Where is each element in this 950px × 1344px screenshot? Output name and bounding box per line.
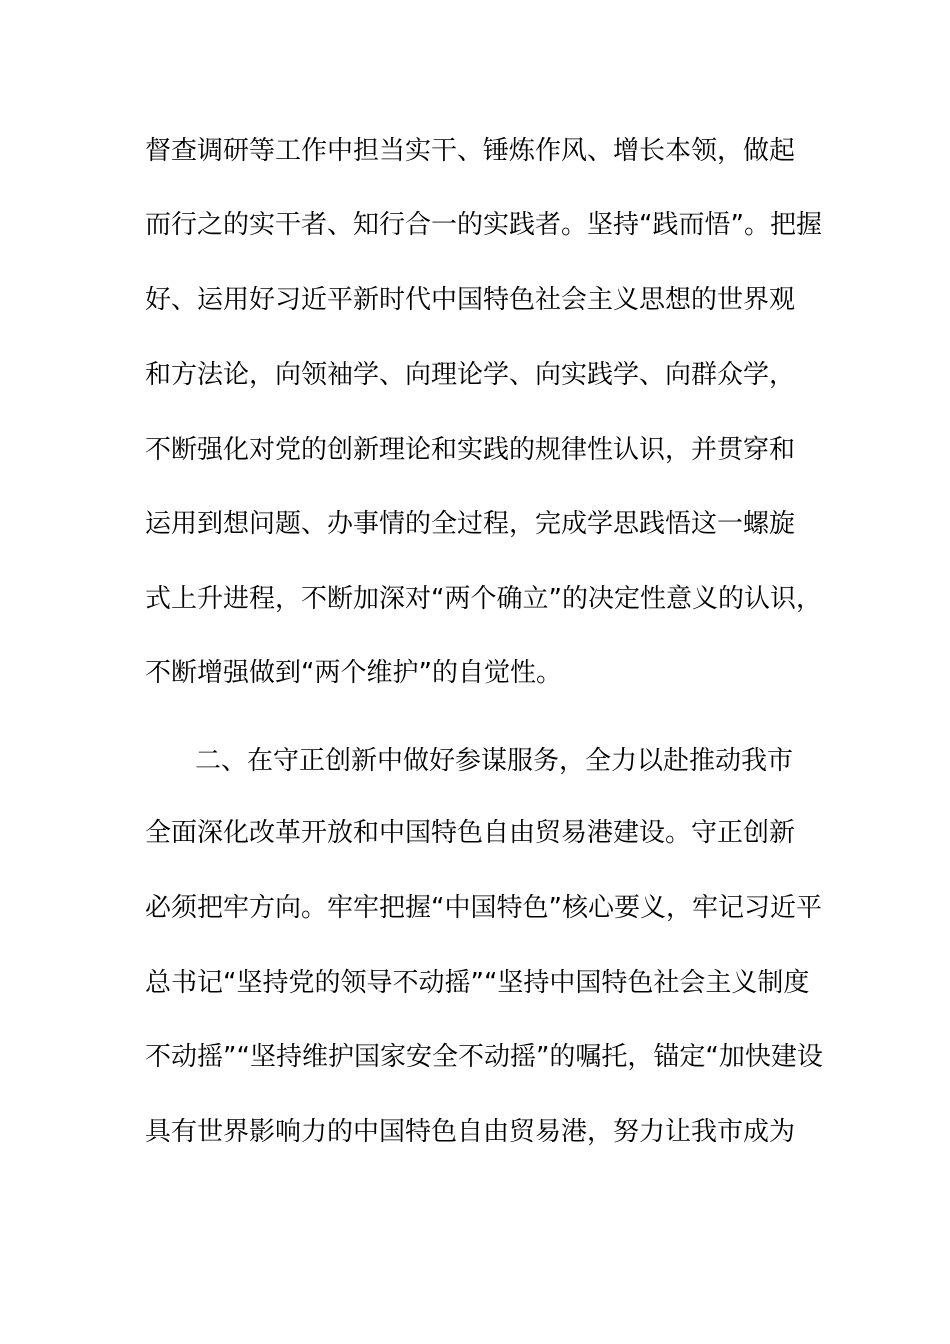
paragraph-line: 不断增强做到“两个维护”的自觉性。: [145, 658, 562, 688]
paragraph-line: 总书记“坚持党的领导不动摇”“坚持中国特色社会主义制度: [145, 968, 810, 998]
paragraph-line: 具有世界影响力的中国特色自由贸易港，努力让我市成为: [145, 1117, 796, 1147]
paragraph-line: 全面深化改革开放和中国特色自由贸易港建设。守正创新: [145, 818, 796, 848]
paragraph-line: 必须把牢方向。牢牢把握“中国特色”核心要义，牢记习近平: [145, 893, 822, 923]
paragraph-line: 运用到想问题、办事情的全过程，完成学思践悟这一螺旋: [145, 509, 796, 539]
paragraph-line: 不断强化对党的创新理论和实践的规律性认识，并贯穿和: [145, 435, 796, 465]
paragraph-line: 不动摇”“坚持维护国家安全不动摇”的嘱托，锚定“加快建设: [145, 1042, 823, 1072]
paragraph-line: 式上升进程，不断加深对“两个确立”的决定性意义的认识，: [145, 584, 822, 614]
paragraph-line: 好、运用好习近平新时代中国特色社会主义思想的世界观: [145, 285, 796, 315]
paragraph-line: 而行之的实干者、知行合一的实践者。坚持“践而悟”。把握: [145, 210, 822, 240]
section-heading-line: 二、在守正创新中做好参谋服务，全力以赴推动我市: [195, 746, 794, 776]
paragraph-line: 和方法论，向领袖学、向理论学、向实践学、向群众学，: [145, 360, 796, 390]
paragraph-line: 督查调研等工作中担当实干、锤炼作风、增长本领，做起: [145, 136, 796, 166]
